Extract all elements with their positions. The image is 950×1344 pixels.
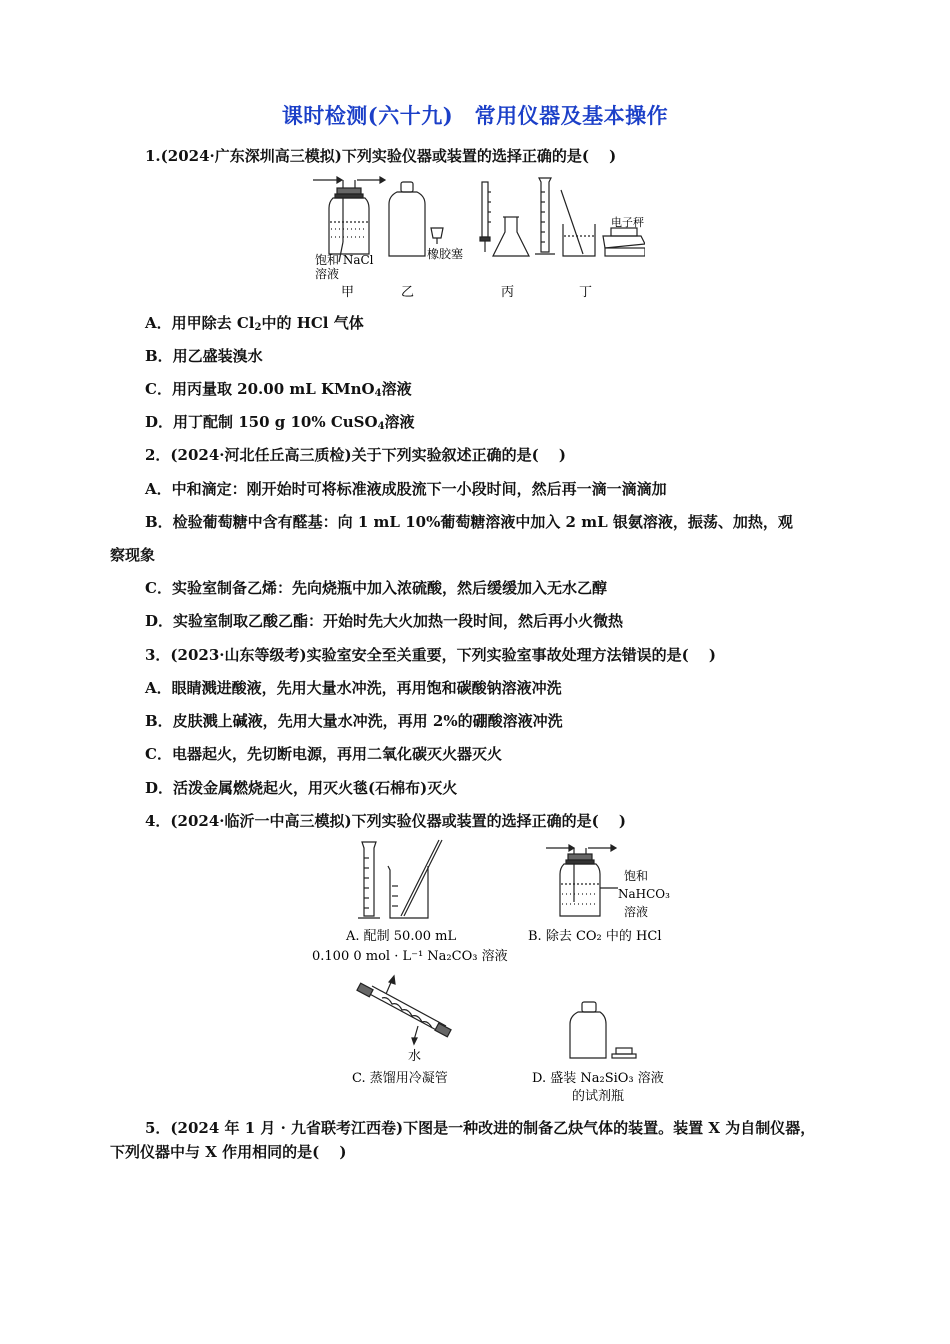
q2-stem: 2．(2024·河北任丘高三质检)关于下列实验叙述正确的是( ) — [145, 446, 567, 464]
q4-a-caption-line2: 0.100 0 mol · L⁻¹ Na₂CO₃ 溶液 — [312, 949, 508, 964]
q3-option-b: B．皮肤溅上碱液，先用大量水冲洗，再用 2%的硼酸溶液冲洗 — [145, 712, 563, 730]
q4-d-caption-line1: D. 盛装 Na₂SiO₃ 溶液 — [532, 1071, 664, 1086]
gas-washing-bottle-icon — [546, 845, 618, 916]
glass-stopper-icon — [612, 1048, 636, 1058]
q1-caption-yi: 乙 — [401, 285, 415, 300]
reagent-bottle-icon — [570, 1002, 606, 1058]
q1-option-c-sub: 4 — [374, 388, 382, 399]
q2-option-c: C．实验室制备乙烯：先向烧瓶中加入浓硫酸，然后缓缓加入无水乙醇 — [145, 579, 607, 597]
q1-label-scale: 电子秤 — [611, 216, 644, 229]
beaker-with-rod-icon — [388, 840, 442, 918]
q3-option-c: C．电器起火，先切断电源，再用二氧化碳灭火器灭火 — [145, 745, 502, 763]
condenser-icon — [357, 976, 451, 1044]
q1-option-d — [145, 411, 415, 432]
burette-icon — [480, 182, 491, 252]
q1-option-a-text-2: 中的 HCl 气体 — [261, 314, 364, 332]
electronic-scale-icon — [603, 228, 645, 256]
q4-d-caption-line2: 的试剂瓶 — [572, 1089, 625, 1104]
q1-option-c-text: C．用丙量取 20.00 mL KMnO — [145, 380, 375, 398]
page-title: 课时检测(六十九) 常用仪器及基本操作 — [281, 103, 669, 128]
q2-option-b-line2: 察现象 — [110, 546, 156, 564]
rubber-stopper-icon — [431, 228, 443, 244]
q4-a-caption-line1: A. 配制 50.00 mL — [346, 929, 457, 944]
q4-c-caption: C. 蒸馏用冷凝管 — [352, 1071, 448, 1086]
q1-apparatus-figure — [305, 172, 645, 302]
q1-caption-ding: 丁 — [579, 285, 593, 300]
q1-option-c-text-2: 溶液 — [381, 380, 412, 398]
q4-b-label-line1: 饱和 — [624, 869, 649, 883]
q4-stem: 4．(2024·临沂一中高三模拟)下列实验仪器或装置的选择正确的是( ) — [145, 812, 627, 830]
q4-b-label-line3: 溶液 — [624, 905, 649, 919]
q1-option-a-text: A．用甲除去 Cl — [145, 314, 255, 332]
graduated-cylinder-icon — [358, 842, 380, 918]
q1-option-a-sub: 2 — [254, 322, 262, 333]
q3-option-a: A．眼睛溅进酸液，先用大量水冲洗，再用饱和碳酸钠溶液冲洗 — [145, 679, 562, 697]
q2-option-d: D．实验室制取乙酸乙酯：开始时先大火加热一段时间，然后再小火微热 — [145, 612, 624, 630]
q2-option-b-line1: B．检验葡萄糖中含有醛基：向 1 mL 10%葡萄糖溶液中加入 2 mL 银氨溶液，振荡、加热，观 — [145, 513, 793, 531]
q1-label-nacl-line2: 溶液 — [315, 267, 340, 281]
q1-caption-jia: 甲 — [341, 285, 355, 300]
q1-option-d-sub: 4 — [377, 421, 385, 432]
q5-stem-line1: 5．(2024 年 1 月 · 九省联考江西卷)下图是一种改进的制备乙炔气体的装置。装置 X 为自制仪器， — [145, 1119, 816, 1137]
q3-option-d: D．活泼金属燃烧起火，用灭火毯(石棉布)灭火 — [145, 779, 458, 797]
q4-b-caption: B. 除去 CO₂ 中的 HCl — [528, 929, 662, 944]
q5-stem-line2: 下列仪器中与 X 作用相同的是( ) — [110, 1143, 347, 1161]
q2-option-a: A．中和滴定：刚开始时可将标准液成股流下一小段时间，然后再一滴一滴滴加 — [145, 480, 667, 498]
q1-option-c — [145, 378, 412, 399]
q4-b-label-line2: NaHCO₃ — [618, 887, 670, 901]
q4-apparatus-figure — [300, 836, 700, 1106]
conical-flask-icon — [493, 217, 529, 256]
q4-c-label-water: 水 — [408, 1049, 422, 1064]
q1-option-d-text-2: 溶液 — [384, 413, 415, 431]
q3-stem: 3．(2023·山东等级考)实验室安全至关重要，下列实验室事故处理方法错误的是( ) — [145, 646, 717, 664]
q1-stem: 1.(2024·广东深圳高三模拟)下列实验仪器或装置的选择正确的是( ) — [145, 147, 617, 165]
gas-washing-bottle-icon — [313, 177, 385, 262]
q1-option-b: B．用乙盛装溴水 — [145, 347, 263, 365]
beaker-with-rod-icon — [561, 190, 595, 256]
graduated-cylinder-icon — [535, 178, 555, 254]
q1-caption-bing: 丙 — [501, 285, 515, 300]
reagent-bottle-icon — [389, 182, 425, 256]
q1-label-stopper: 橡胶塞 — [427, 247, 464, 261]
q1-option-a — [145, 312, 364, 333]
q1-option-d-text: D．用丁配制 150 g 10% CuSO — [145, 413, 378, 431]
q1-label-nacl-line1: 饱和 NaCl — [315, 253, 374, 267]
